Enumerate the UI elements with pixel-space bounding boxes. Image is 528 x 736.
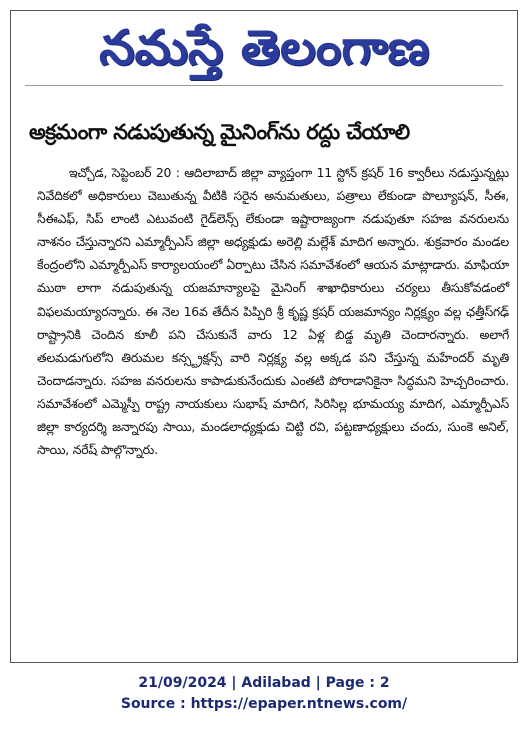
article-body: ఇచ్చోడ, సెప్టెంబర్ 20 : ఆదిలాబాద్ జిల్లా వ్యాప్తంగా 11 స్టోన్ క్రషర్ 16 క్వారీలు నడుస్తున్నట్లు నివేదికలో అధికారులు చెబుతున్న వీటికి సరైన అనుమతులు, పత్రాలు లేకుండా పొల్యూషన్, సీఈ, సీఈఎఫ్, సిప్ లాంటి ఎటువంటి గైడ్‌లెన్స్ లేకుండా ఇష్టారాజ్యంగా నడుపుతూ సహజ వనరులను నాశనం చేస్తున్నారని ఎమ్మార్పీఎస్ జిల్లా అధ్యక్షుడు అరెల్లి మల్లేశ్ మాదిగ అన్నారు. శుక్రవారం మండల కేంద్రంలోని ఎమ్మార్పీఎస్ కార్యాలయంలో ఏర్పాటు చేసిన సమావేశంలో ఆయన మాట్లాడారు. మాఫియా ముఠా లాగా నడుపుతున్న యజమాన్యాలపై మైనింగ్ శాఖాధికారులు చర్యలు తీసుకోవడంలో విఫలమయ్యారన్నారు. ఈ నెల 16వ తేదీన పిప్పిరి శ్రీ కృష్ణ క్రషర్ యజమాన్యం నిర్లక్ష్యం వల్ల ఛత్తీస్‌గఢ్ రాష్ట్రానికి చెందిన కూలీ పని చేసుకునే వారు 12 ఏళ్ల బిడ్డ మృతి చెందారన్నారు. అలాగే తలమడుగులోని తిరుమల కన్స్ట్రక్షన్స్ వారి నిర్లక్ష్య వల్ల అక్కడ పని చేస్తున్న మహేందర్ మృతి చెందాడన్నారు. సహజ వనరులను కాపాడుకునేందుకు ఎంతటి పోరాడానికైనా సిద్ధమని హెచ్చరించారు. సమావేశంలో ఎమ్మెస్పీ రాష్ట్ర నాయకులు సుభాష్ మాదిగ, సిరిసిల్ల భూమయ్య మాదిగ, ఎమ్మార్పీఎస్ జిల్లా కార్యదర్శి జన్నారపు సాయి, మండలాధ్యక్షుడు చిట్టి రవి, పట్టణాధ్యక్షులు చందు, సుంకె అనిల్, సాయి, నరేష్ పాల్గొన్నారు.	[37, 165, 509, 458]
source-url: Source : https://epaper.ntnews.com/	[120, 696, 408, 712]
article-headline: అక్రమంగా నడుపుతున్న మైనింగ్‌ను రద్దు చేయాలి	[29, 120, 410, 144]
masthead-logo: నమస్తే తెలంగాణ	[98, 20, 430, 76]
masthead-divider	[25, 85, 503, 86]
newspaper-clipping	[10, 10, 518, 663]
date-edition-page: 21/09/2024 | Adilabad | Page : 2	[138, 675, 390, 691]
source-footer	[0, 673, 528, 715]
masthead	[11, 15, 517, 81]
